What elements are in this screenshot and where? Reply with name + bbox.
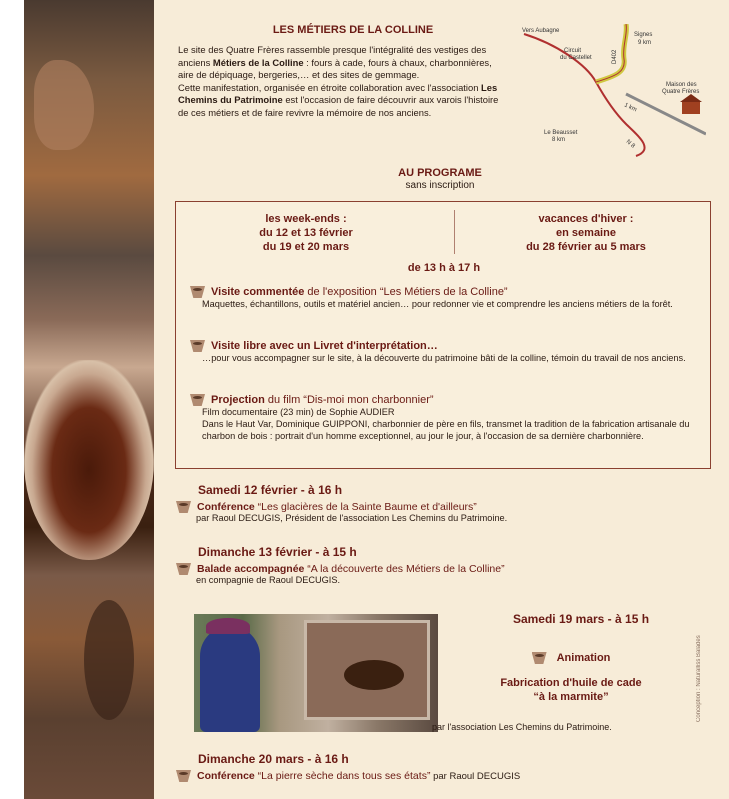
map-label-beausset: Le Beausset [544, 130, 578, 136]
event-2-kind: Balade accompagnée [197, 563, 305, 575]
fire-shape [344, 660, 404, 690]
map-label-beausset-km: 8 km [552, 137, 566, 143]
event-animation-date [456, 612, 706, 626]
house-icon [682, 102, 700, 114]
map-label-maison-1: Maison des [666, 82, 697, 88]
activity-2-title: Visite libre avec un Livret d'interprétation… [211, 340, 438, 352]
pot-icon [532, 652, 547, 664]
event-4-kind: Conférence [197, 770, 255, 782]
programme-box [175, 201, 711, 469]
intro-title: LES MÉTIERS DE LA COLLINE [272, 24, 434, 36]
event-1-title: “Les glacières de la Sainte Baume et d'ailleurs” [254, 501, 477, 513]
activity-3-description: Dans le Haut Var, Dominique GUIPPONI, charbonnier de père en fils, transmet la tradition de la fabrication artisanale du charbon de bois : portrait d'un homme exceptionnel, au jour le jour, à l'occasion de sa dernière charbonnière. [202, 419, 690, 441]
event-3-date: Samedi 19 mars - à 15 h [512, 612, 650, 626]
event-guided-walk [176, 545, 505, 585]
event-2-guide: en compagnie de Raoul DECUGIS. [196, 575, 341, 585]
access-map [516, 24, 706, 164]
intro-paragraph-2: Cette manifestation, organisée en étroite collaboration avec l'association Les Chemins du Patrimoine est l'occasion de faire découvrir aux varois l'histoire de ces métiers et de faire revivre la mémoire de nos anciens. [178, 81, 499, 118]
activity-1-description: Maquettes, échantillons, outils et matériel ancien… pour redonner vie et comprendre les anciens métiers de la forêt. [202, 299, 673, 309]
map-label-aubagne: Vers Aubagne [522, 28, 560, 34]
activity-film [190, 394, 702, 442]
event-4-date: Dimanche 20 mars - à 16 h [198, 752, 349, 766]
activity-1-title: Visite commentée [211, 286, 305, 298]
pot-icon [176, 563, 191, 575]
bark-texture [84, 600, 134, 720]
resin-pot-image [24, 360, 154, 560]
bark-texture [34, 60, 94, 150]
weekends-date-1: du 12 et 13 février [259, 227, 353, 239]
activity-3-subtitle: du film “Dis-moi mon charbonnier” [264, 394, 434, 406]
activity-2-description: …pour vous accompagner sur le site, à la découverte du patrimoine bâti de la colline, témoin du travail de nos anciens. [202, 353, 686, 363]
map-label-d402: D402 [612, 49, 618, 64]
activity-guided-visit [190, 286, 702, 310]
event-4-title: “La pierre sèche dans tous ses états” [254, 770, 431, 782]
page-margin [0, 0, 24, 799]
activity-3-title: Projection [211, 394, 265, 406]
weekends-date-2: du 19 et 20 mars [262, 241, 350, 253]
opening-hours: de 13 h à 17 h [407, 262, 481, 274]
event-1-speaker: par Raoul DECUGIS, Président de l'association Les Chemins du Patrimoine. [196, 513, 508, 523]
event-3-title-1: Fabrication d'huile de cade [500, 677, 642, 689]
event-animation [466, 652, 676, 704]
event-1-date: Samedi 12 février - à 16 h [198, 483, 343, 497]
design-credit: Conception : Naturalliss Balades [696, 635, 702, 722]
holidays-title: vacances d'hiver : [538, 213, 634, 225]
event-3-title-2: “à la marmite” [533, 691, 609, 703]
event-2-date: Dimanche 13 février - à 15 h [198, 545, 357, 559]
event-4-speaker: par Raoul DECUGIS [430, 771, 521, 782]
weekends-title: les week-ends : [265, 213, 347, 225]
event-3-organizer: par l'association Les Chemins du Patrimoine. [432, 722, 612, 732]
map-label-circuit-1: Circuit [564, 48, 582, 54]
event-conference-pierre-seche [176, 752, 520, 782]
intro-paragraph-1: Le site des Quatre Frères rassemble presque l'intégralité des vestiges des anciens Métiers de la Colline : fours à cade, fours à chaux, charbonnières, aire de dépiquage, bergeries,… et des sites de gemmage. [178, 44, 492, 81]
decorative-photo-strip [24, 0, 154, 799]
pot-icon [190, 286, 205, 298]
pot-icon [190, 394, 205, 406]
intro-section [178, 24, 508, 120]
event-2-title: “A la découverte des Métiers de la Colline” [304, 563, 505, 575]
activity-3-credit: Film documentaire (23 min) de Sophie AUDIER [202, 407, 395, 417]
pot-icon [176, 501, 191, 513]
programme-subtitle: sans inscription [405, 180, 475, 191]
map-label-distance: 1 km [623, 102, 638, 114]
weekends-column [236, 212, 376, 254]
activity-free-visit [190, 340, 702, 364]
pot-icon [176, 770, 191, 782]
holidays-column [476, 212, 696, 254]
map-label-signes: Signes [634, 32, 653, 38]
event-conference-glacieres [176, 483, 507, 523]
map-label-signes-km: 9 km [638, 40, 652, 46]
column-divider [454, 210, 455, 254]
holidays-dates: du 28 février au 5 mars [526, 241, 646, 253]
house-roof-icon [680, 94, 702, 102]
hat-shape [206, 618, 250, 634]
person-shape [200, 626, 260, 732]
map-label-n8: N 8 [624, 138, 636, 150]
pot-icon [190, 340, 205, 352]
activity-1-subtitle: de l'exposition “Les Métiers de la Colline” [304, 286, 508, 298]
map-label-circuit-2: du Castellet [560, 55, 592, 61]
holidays-weekday: en semaine [556, 227, 616, 239]
event-3-kind: Animation [556, 652, 611, 664]
programme-title: AU PROGRAME [398, 167, 482, 179]
programme-heading [370, 167, 510, 191]
cade-oil-photo [194, 614, 438, 732]
event-1-kind: Conférence [197, 501, 255, 513]
map-label-maison-2: Quatre Frères [662, 89, 700, 95]
